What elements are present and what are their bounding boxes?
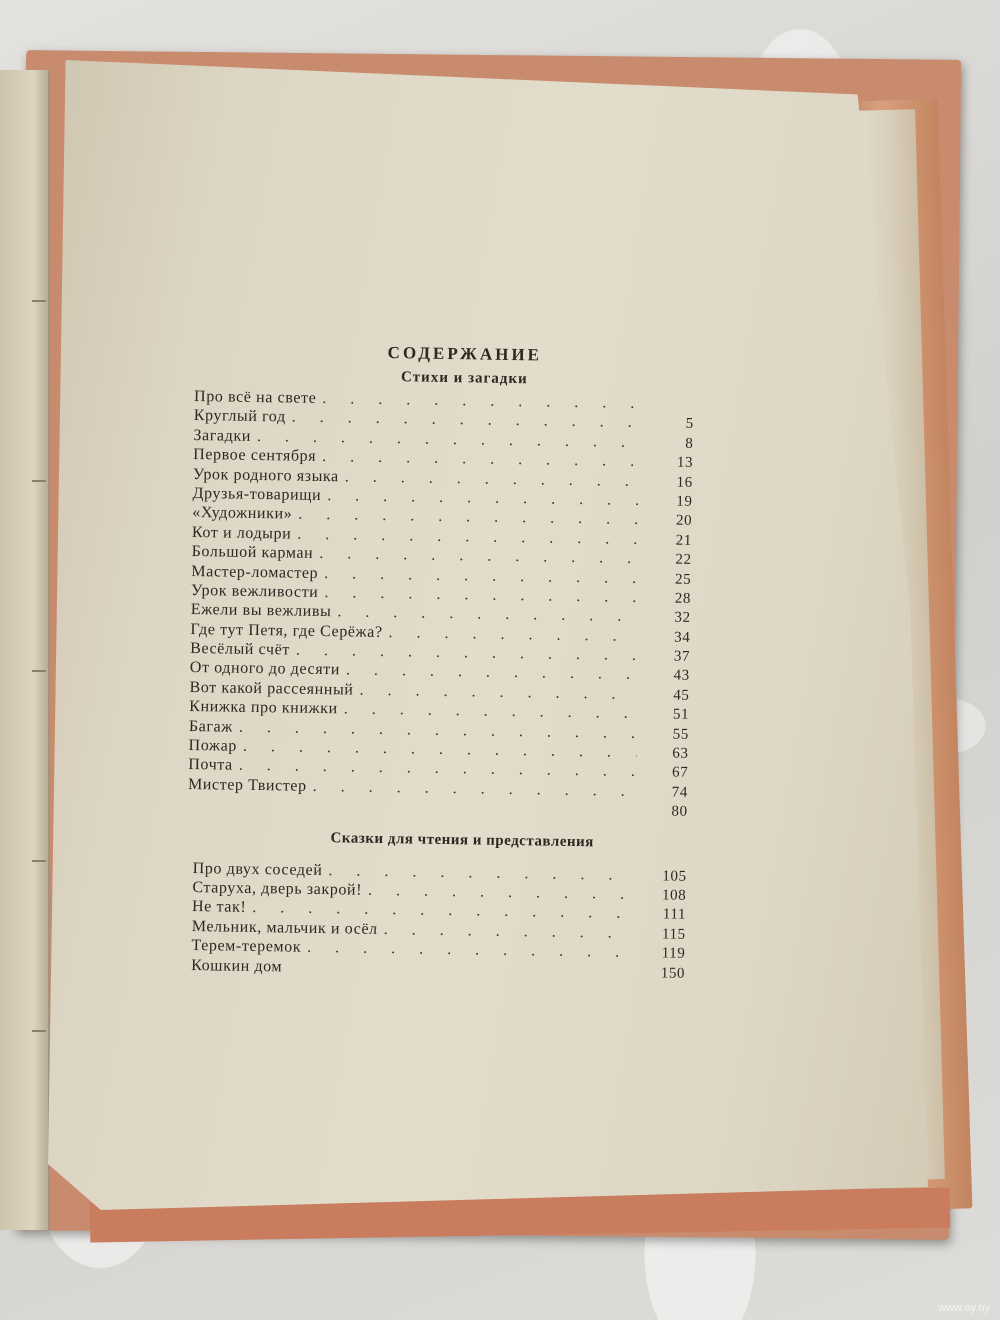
entry-page: 80 xyxy=(671,803,688,820)
stitch xyxy=(32,300,46,302)
entry-title: Терем-теремок xyxy=(191,937,302,956)
entry-page: 16 xyxy=(676,474,693,491)
entry-title: Про двух соседей xyxy=(192,859,323,879)
entry-title: Мастер-ломастер xyxy=(191,562,319,582)
entry-title: «Художники» xyxy=(192,504,293,523)
section-title-poems: Стихи и загадки xyxy=(400,369,528,388)
entry-title: Книжка про книжки xyxy=(189,698,338,718)
entry-title: Большой карман xyxy=(191,543,314,563)
entry-page: 51 xyxy=(672,706,690,724)
table-of-contents xyxy=(185,340,695,983)
stitch xyxy=(32,480,46,482)
stitch xyxy=(32,1030,46,1032)
entry-page: 67 xyxy=(671,764,689,782)
contents-title: СОДЕРЖАНИЕ xyxy=(387,343,543,365)
entry-page: 28 xyxy=(674,590,692,607)
entry-title: Почта xyxy=(188,756,233,775)
entry-title: Багаж xyxy=(188,717,234,736)
entry-page: 150 xyxy=(660,964,686,982)
entry-page: 74 xyxy=(671,784,689,801)
entry-page: 34 xyxy=(674,629,691,646)
entry-page: 25 xyxy=(674,571,692,588)
entry-title: Урок вежливости xyxy=(190,581,319,601)
section-poems-entries xyxy=(188,387,695,821)
entry-title: Ежели вы вежливы xyxy=(190,601,332,621)
entry-title: Не так! xyxy=(191,898,247,917)
stitch xyxy=(32,670,46,672)
entry-page: 37 xyxy=(673,648,691,665)
entry-page: 45 xyxy=(673,687,690,704)
entry-title: Урок родного языка xyxy=(192,465,339,485)
entry-page: 55 xyxy=(672,726,689,743)
entry-title: Друзья-товарищи xyxy=(192,484,322,504)
entry-title: Про всё на свете xyxy=(193,387,317,407)
entry-page xyxy=(648,408,694,409)
entry-page: 105 xyxy=(662,868,687,885)
entry-title: Загадки xyxy=(193,426,252,445)
section-tales-entries xyxy=(185,859,687,983)
entry-title: Круглый год xyxy=(193,407,286,426)
stitch xyxy=(32,860,46,862)
entry-title: Первое сентября xyxy=(193,446,317,466)
entry-page: 19 xyxy=(676,493,693,510)
entry-title: Весёлый счёт xyxy=(190,640,291,659)
entry-page: 20 xyxy=(675,512,693,530)
entry-page: 119 xyxy=(661,945,686,962)
left-page xyxy=(0,70,50,1230)
entry-page: 111 xyxy=(662,906,687,924)
entry-title: Кот и лодыри xyxy=(191,523,292,543)
entry-title: Мистер Твистер xyxy=(187,775,307,795)
entry-title: Где тут Петя, где Серёжа? xyxy=(190,620,383,641)
watermark: www.ay.by xyxy=(938,1302,990,1314)
entry-page: 43 xyxy=(673,668,690,685)
entry-page: 21 xyxy=(675,532,693,549)
entry-title: Мельник, мальчик и осёл xyxy=(191,917,378,938)
entry-page: 22 xyxy=(675,551,692,568)
entry-page: 8 xyxy=(685,435,694,452)
entry-title: Кошкин дом xyxy=(191,956,283,975)
section-title-tales: Сказки для чтения и представления xyxy=(330,829,594,850)
entry-page: 108 xyxy=(661,887,687,904)
entry-page: 115 xyxy=(661,926,686,943)
entry-page: 5 xyxy=(685,416,694,433)
entry-title: Вот какой рассеянный xyxy=(189,678,354,699)
entry-page: 13 xyxy=(676,454,694,472)
entry-page: 63 xyxy=(672,745,689,762)
entry-page: 32 xyxy=(674,609,691,627)
entry-title: От одного до десяти xyxy=(189,659,341,679)
entry-title: Пожар xyxy=(188,736,238,755)
entry-title: Старуха, дверь закрой! xyxy=(192,879,363,899)
